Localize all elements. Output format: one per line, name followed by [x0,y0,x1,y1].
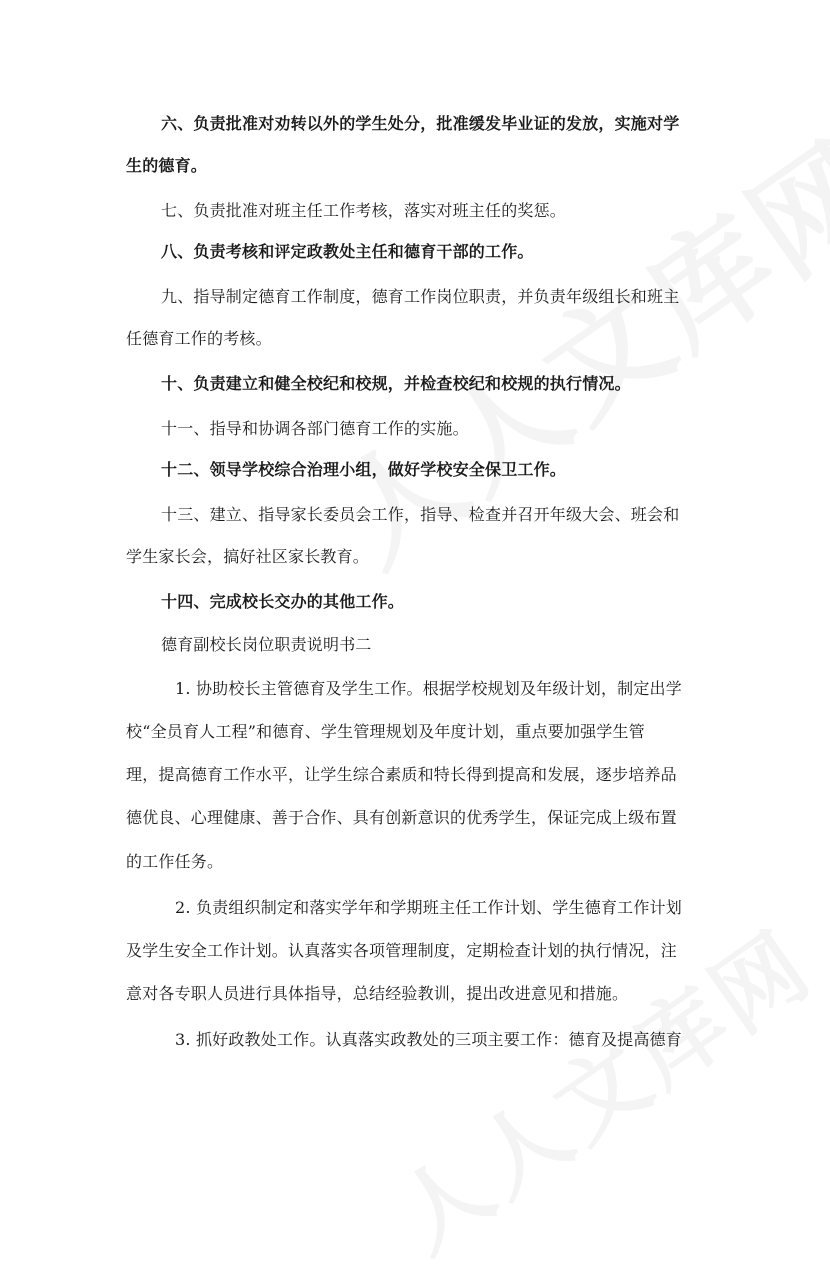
paragraph-line: 十一、指导和协调各部门德育工作的实施。 [161,419,469,438]
paragraph-line: 意对各专职人员进行具体指导，总结经验教训，提出改进意见和措施。 [126,984,629,1003]
paragraph-line: 六、负责批准对劝转以外的学生处分，批准缓发毕业证的发放，实施对学 [161,114,680,133]
paragraph-line: 十四、完成校长交办的其他工作。 [161,592,405,611]
paragraph-line: 校“全员育人工程”和德育、学生管理规划及年度计划，重点要加强学生管 [126,722,645,741]
paragraph-line: 九、指导制定德育工作制度，德育工作岗位职责，并负责年级组长和班主 [161,287,680,306]
paragraph-line: 理，提高德育工作水平，让学生综合素质和特长得到提高和发展，逐步培养品 [126,765,677,784]
paragraph-line: 及学生安全工作计划。认真落实各项管理制度，定期检查计划的执行情况，注 [126,941,677,960]
paragraph-line: 3. 抓好政教处工作。认真落实政教处的三项主要工作：德育及提高德育 [175,1030,682,1049]
paragraph-line: 任德育工作的考核。 [126,329,272,348]
paragraph-line: 八、负责考核和评定政教处主任和德育干部的工作。 [161,242,534,261]
paragraph-line: 德优良、心理健康、善于合作、具有创新意识的优秀学生，保证完成上级布置 [126,808,677,827]
paragraph-line: 十二、领导学校综合治理小组，做好学校安全保卫工作。 [161,460,567,479]
paragraph-line: 七、负责批准对班主任工作考核，落实对班主任的奖惩。 [161,201,567,220]
paragraph-line: 学生家长会，搞好社区家长教育。 [126,547,370,566]
paragraph-line: 1. 协助校长主管德育及学生工作。根据学校规划及年级计划，制定出学 [175,679,682,698]
paragraph-line: 的工作任务。 [126,852,224,871]
paragraph-line: 生的德育。 [126,156,208,175]
section-title: 德育副校长岗位职责说明书二 [161,635,372,654]
paragraph-line: 十三、建立、指导家长委员会工作，指导、检查并召开年级大会、班会和 [161,505,680,524]
paragraph-line: 十、负责建立和健全校纪和校规，并检查校纪和校规的执行情况。 [161,374,631,393]
paragraph-line: 2. 负责组织制定和落实学年和学期班主任工作计划、学生德育工作计划 [175,898,682,917]
